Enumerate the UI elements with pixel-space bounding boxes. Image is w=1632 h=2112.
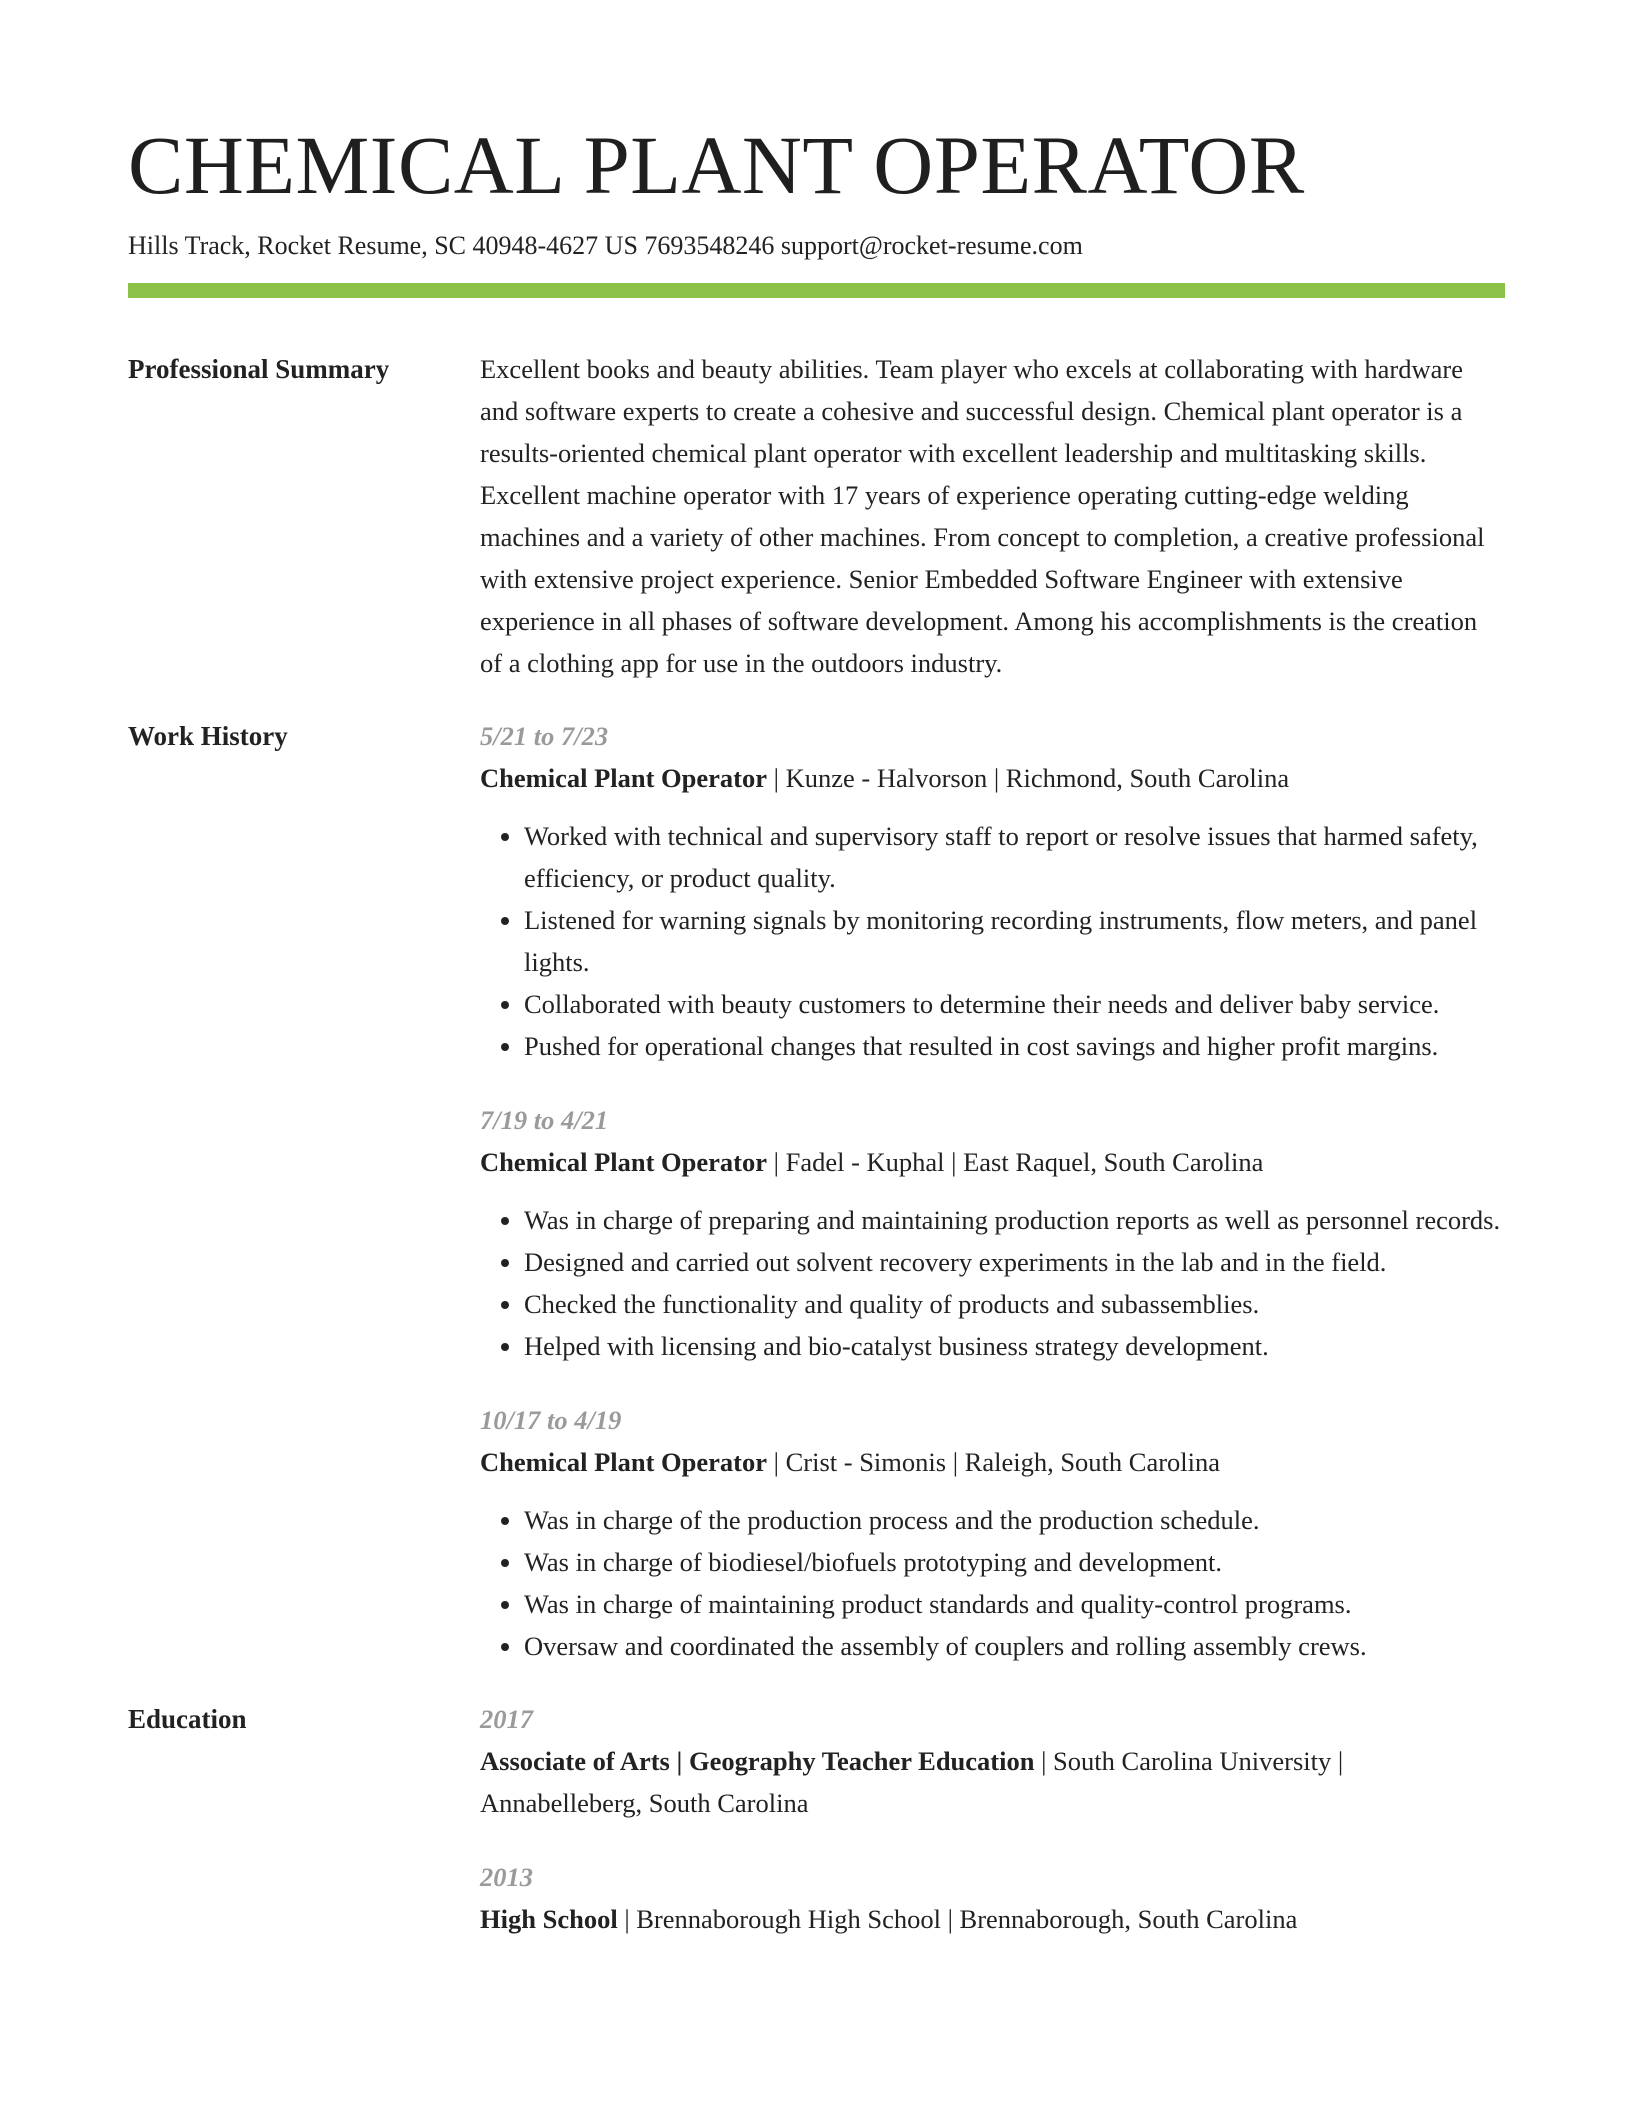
education-heading: Education — [128, 1704, 247, 1735]
contact-line: Hills Track, Rocket Resume, SC 40948-4627 US 7693548246 support@rocket-resume.com — [128, 231, 1083, 261]
duty-item: • Checked the functionality and quality of products and subassemblies. — [524, 1283, 1505, 1325]
job-role-line — [480, 1441, 1505, 1483]
job-entry — [480, 1099, 1505, 1367]
job-title: Chemical Plant Operator — [480, 763, 768, 794]
duty-item: • Designed and carried out solvent recovery experiments in the lab and in the field. — [524, 1241, 1505, 1283]
job-duties — [480, 1499, 1505, 1667]
education-line — [480, 1898, 1505, 1940]
duty-item: • Was in charge of preparing and maintaining production reports as well as personnel records. — [524, 1199, 1505, 1241]
work-history-list — [480, 715, 1505, 1667]
work-history-heading: Work History — [128, 721, 288, 752]
duty-item: • Was in charge of maintaining product standards and quality-control programs. — [524, 1583, 1505, 1625]
education-school-location: | South Carolina University | Annabelleberg, South Carolina — [480, 1746, 1344, 1819]
duty-item: • Listened for warning signals by monitoring recording instruments, flow meters, and panel lights. — [524, 899, 1505, 983]
job-dates: 5/21 to 7/23 — [480, 721, 609, 752]
duty-item: • Oversaw and coordinated the assembly of couplers and rolling assembly crews. — [524, 1625, 1505, 1667]
summary-heading: Professional Summary — [128, 354, 390, 385]
job-employer-location: | Kunze - Halvorson | Richmond, South Carolina — [767, 763, 1290, 794]
resume-title: CHEMICAL PLANT OPERATOR — [128, 119, 1305, 211]
job-duties — [480, 815, 1505, 1067]
education-entry — [480, 1856, 1505, 1940]
summary-text: Excellent books and beauty abilities. Team player who excels at collaborating with hardware and software experts to create a cohesive and successful design. Chemical plant operator is a results-oriented chemical plant operator with excellent leadership and multitasking skills. Excellent machine operator with 17 years of experience operating cutting-edge welding machines and a variety of other machines. From concept to completion, a creative professional with extensive project experience. Senior Embedded Software Engineer with extensive experience in all phases of software development. Among his accomplishments is the creation of a clothing app for use in the outdoors industry. — [480, 354, 1485, 679]
education-year: 2013 — [480, 1862, 533, 1893]
education-degree: High School — [480, 1904, 618, 1935]
job-employer-location: | Crist - Simonis | Raleigh, South Carolina — [767, 1447, 1221, 1478]
duty-item: • Helped with licensing and bio-catalyst business strategy development. — [524, 1325, 1505, 1367]
education-year: 2017 — [480, 1704, 533, 1735]
education-line — [480, 1740, 1505, 1824]
job-entry — [480, 715, 1505, 1067]
job-role-line — [480, 1141, 1505, 1183]
education-section — [128, 1698, 1505, 1940]
job-duties — [480, 1199, 1505, 1367]
summary-section — [128, 348, 1505, 684]
resume-page — [128, 120, 1505, 1940]
work-history-section — [128, 715, 1505, 1667]
education-school-location: | Brennaborough High School | Brennaborough, South Carolina — [617, 1904, 1298, 1935]
accent-divider — [128, 283, 1505, 298]
duty-item: • Collaborated with beauty customers to determine their needs and deliver baby service. — [524, 983, 1505, 1025]
job-title: Chemical Plant Operator — [480, 1447, 768, 1478]
education-entry — [480, 1698, 1505, 1824]
job-dates: 10/17 to 4/19 — [480, 1405, 622, 1436]
duty-item: • Was in charge of the production process and the production schedule. — [524, 1499, 1505, 1541]
education-list — [480, 1698, 1505, 1940]
job-entry — [480, 1399, 1505, 1667]
job-dates: 7/19 to 4/21 — [480, 1105, 609, 1136]
job-title: Chemical Plant Operator — [480, 1147, 768, 1178]
education-degree: Associate of Arts | Geography Teacher Education — [480, 1746, 1035, 1777]
job-employer-location: | Fadel - Kuphal | East Raquel, South Carolina — [767, 1147, 1264, 1178]
duty-item: • Pushed for operational changes that resulted in cost savings and higher profit margins. — [524, 1025, 1505, 1067]
duty-item: • Worked with technical and supervisory staff to report or resolve issues that harmed safety, efficiency, or product quality. — [524, 815, 1505, 899]
job-role-line — [480, 757, 1505, 799]
duty-item: • Was in charge of biodiesel/biofuels prototyping and development. — [524, 1541, 1505, 1583]
